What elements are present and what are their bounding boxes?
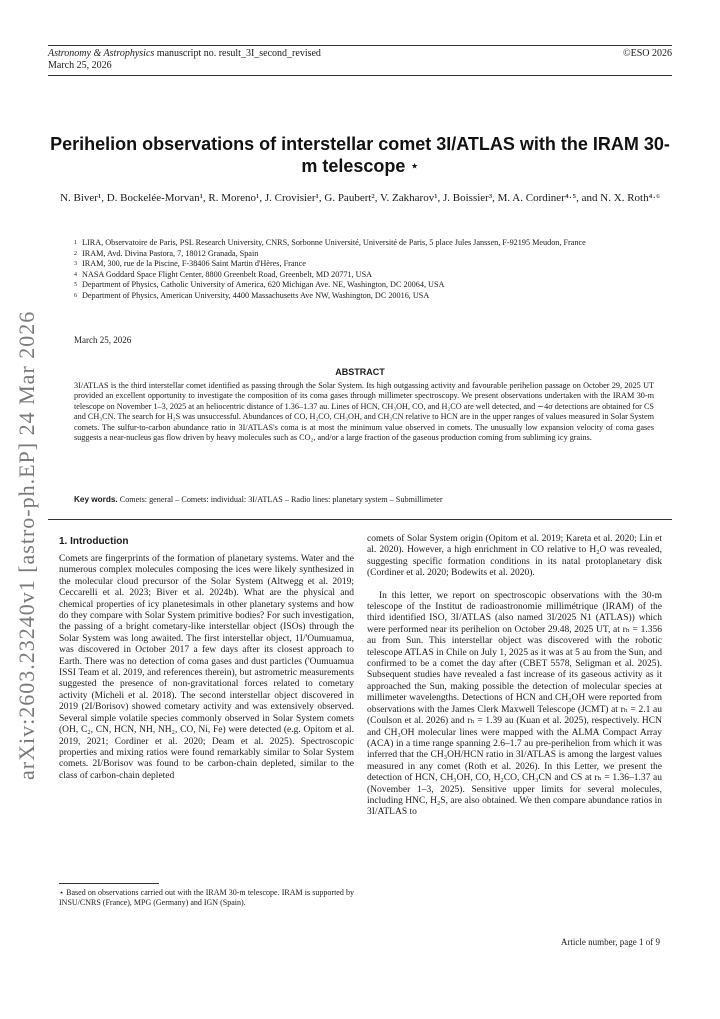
section-heading: 1. Introduction <box>59 536 129 547</box>
affiliation-item <box>74 291 654 302</box>
affiliations <box>74 238 654 301</box>
header-date: March 25, 2026 <box>48 60 112 71</box>
affiliation-text: IRAM, 300, rue de la Piscine, F-38406 Saint Martin d'Hères, France <box>82 259 306 268</box>
keywords-text: Comets: general – Comets: individual: 3I/ATLAS – Radio lines: planetary system – Submillimeter <box>119 495 443 504</box>
intro-paragraph: comets of Solar System origin (Opitom et al. 2019; Kareta et al. 2020; Lin et al. 2020). However, a high enrichment in CO relative to H₂O was revealed, suggesting specific formation conditions in its natal protoplanetary disk (Cordiner et al. 2020; Bodewits et al. 2020). <box>367 534 662 579</box>
journal-name: Astronomy & Astrophysics <box>48 48 155 59</box>
affiliation-number: 1 <box>74 240 77 246</box>
page-number: Article number, page 1 of 9 <box>560 937 660 947</box>
intro-right-column <box>367 534 662 819</box>
running-header <box>48 45 672 76</box>
affiliation-text: Department of Physics, Catholic University of America, 620 Michigan Ave. NE, Washington, DC 20064, USA <box>82 280 445 289</box>
affiliation-text: NASA Goddard Space Flight Center, 8800 Greenbelt Road, Greenbelt, MD 20771, USA <box>82 269 373 279</box>
abstract-heading: ABSTRACT <box>335 367 385 377</box>
affiliation-text: IRAM, Avd. Divina Pastora, 7, 18012 Granada, Spain <box>82 248 259 258</box>
affiliation-number: 2 <box>74 250 77 257</box>
affiliation-item <box>74 280 654 291</box>
abstract-text: 3I/ATLAS is the third interstellar comet identified as passing through the Solar System. Its high outgassing activity and favourable perihelion passage on October 29, 2025 UT provided an excellent opportunity to investigate the composition of its coma gases through millimeter spectroscopy. We present observations undertaken with the IRAM 30-m telescope on November 1–3, 2025 at an heliocentric distance of 1.36–1.37 au. Lines of HCN, CH₃OH, CO, and H₂CO are well detected, and ∼4σ detections are obtained for CS and CH₃CN. The search for H₂S was unsuccessful. Abundances of CO, H₂CO, CH₃OH, and CH₃CN relative to HCN are in the upper ranges of values measured in Solar System comets. The sulfur-to-carbon abundance ratio in 3I/ATLAS's coma is at most the minimum value observed in comets. The unusually low expansion velocity of coma gases suggests a near-nucleus gas flow driven by heavy molecules such as CO₂, and/or a large fraction of the gaseous production coming from subliming icy grains. <box>74 381 654 443</box>
star-icon: ⋆ <box>410 158 419 173</box>
copyright: ©ESO 2026 <box>623 48 672 59</box>
affiliation-number: 4 <box>74 271 77 278</box>
keywords <box>74 495 664 504</box>
keywords-label: Key words. <box>74 495 118 504</box>
affiliation-text: Department of Physics, American University, 4400 Massachusetts Ave NW, Washington, DC 20016, USA <box>82 290 430 300</box>
affiliation-item <box>74 249 654 260</box>
affiliation-number: 6 <box>74 292 77 299</box>
manuscript-id: manuscript no. result_3I_second_revised <box>156 48 321 59</box>
affiliation-text: LIRA, Observatoire de Paris, PSL Research University, CNRS, Sorbonne Université, Université de Paris, 5 place Jules Janssen, F-92195 Meudon, France <box>82 238 586 247</box>
abstract-divider <box>48 519 672 520</box>
footnote-divider <box>59 883 159 884</box>
affiliation-number: 5 <box>74 282 77 288</box>
affiliation-number: 3 <box>74 261 77 267</box>
affiliation-item <box>74 238 654 249</box>
footnote: ⋆ Based on observations carried out with the IRAM 30-m telescope. IRAM is supported by INSU/CNRS (France), MPG (Germany) and IGN (Spain). <box>59 888 354 907</box>
intro-paragraph: In this letter, we report on spectroscopic observations with the 30-m telescope of the Institut de radioastronomie millimétrique (IRAM) of the third identified ISO, 3I/ATLAS (also named 3I/2025 N1 (ATLAS)) which were performed near its perihelion on October 29.48, 2025 UT, at rₕ = 1.356 au from Sun. This interstellar object was discovered with the robotic telescope ATLAS in Chile on July 1, 2025 as it was at 5 au from the Sun, and confirmed to be a comet the day after (CBET 5578, Seligman et al. 2025). Subsequent studies have revealed a fast increase of its gaseous activity as it approached the Sun, making possible the detection of molecular species at millimeter wavelengths. Detections of HCN and CH₃OH were reported from observations with the James Clerk Maxwell Telescope (JCMT) at rₕ = 2.1 au (Coulson et al. 2026) and rₕ = 1.39 au (Kuan et al. 2025), respectively. HCN and CH₃OH molecular lines were mapped with the ALMA Compact Array (ACA) in a time range spanning 2.6–1.7 au pre-perihelion from which it was inferred that the CH₃OH/HCN ratio in 3I/ATLAS is among the largest values measured in any comet (Roth et al. 2026). In this Letter, we present the detection of HCN, CH₃OH, CO, H₂CO, CH₃CN and CS at rₕ = 1.36–1.37 au (November 1–3, 2025). Sensitive upper limits for several molecules, including HNC, H₂S, are also obtained. We then compare abundance ratios in 3I/ATLAS to <box>367 590 662 818</box>
paper-title <box>48 133 672 177</box>
intro-left-column: Comets are fingerprints of the formation of planetary systems. Water and the numerous complex molecules composing the ices were likely synthesized in the molecular cloud precursor of the Solar System (Altwegg et al. 2019; Ceccarelli et al. 2023; Biver et al. 2024b). What are the physical and chemical properties of icy planetesimals in other planetary systems and how do they compare with Solar System primitive bodies? For such investigation, the passing of a bright cometary-like interstellar object (ISOs) through the Solar System was long awaited. The first interstellar object, 1I/'Oumuamua, was discovered in October 2017 a few days after its closest approach to Earth. There was no detection of coma gases and dust particles ('Oumuamua ISSI Team et al. 2019, and references therein), but astrometric measurements suggested the presence of non-gravitational forces related to cometary activity (Micheli et al. 2018). The second interstellar object discovered in 2019 (2I/Borisov) showed cometary activity and was extensively observed. Several simple volatile species commonly observed in Solar System comets (OH, C₂, CN, HCN, NH, NH₂, CO, Ni, Fe) were detected (e.g. Opitom et al. 2019, 2021; Cordiner et al. 2020; Deam et al. 2025). Spectroscopic properties and mixing ratios were found remarkably similar to Solar System comets. 2I/Borisov was found to be carbon-chain depleted, similar to the class of carbon-chain depleted <box>59 554 354 781</box>
arxiv-stamp: arXiv:2603.23240v1 [astro-ph.EP] 24 Mar 2026 <box>14 310 39 780</box>
header-manuscript-line <box>48 48 672 60</box>
affiliation-item <box>74 270 654 281</box>
affiliation-item <box>74 259 654 270</box>
received-date: March 25, 2026 <box>74 335 132 345</box>
author-list: N. Biver¹, D. Bockelée-Morvan¹, R. Moreno¹, J. Crovisier¹, G. Paubert², V. Zakharov¹, J. Boissier³, M. A. Cordiner⁴·⁵, and N. X. Roth⁴·⁶ <box>60 192 660 204</box>
title-text: Perihelion observations of interstellar comet 3I/ATLAS with the IRAM 30-m telescope <box>50 134 670 176</box>
